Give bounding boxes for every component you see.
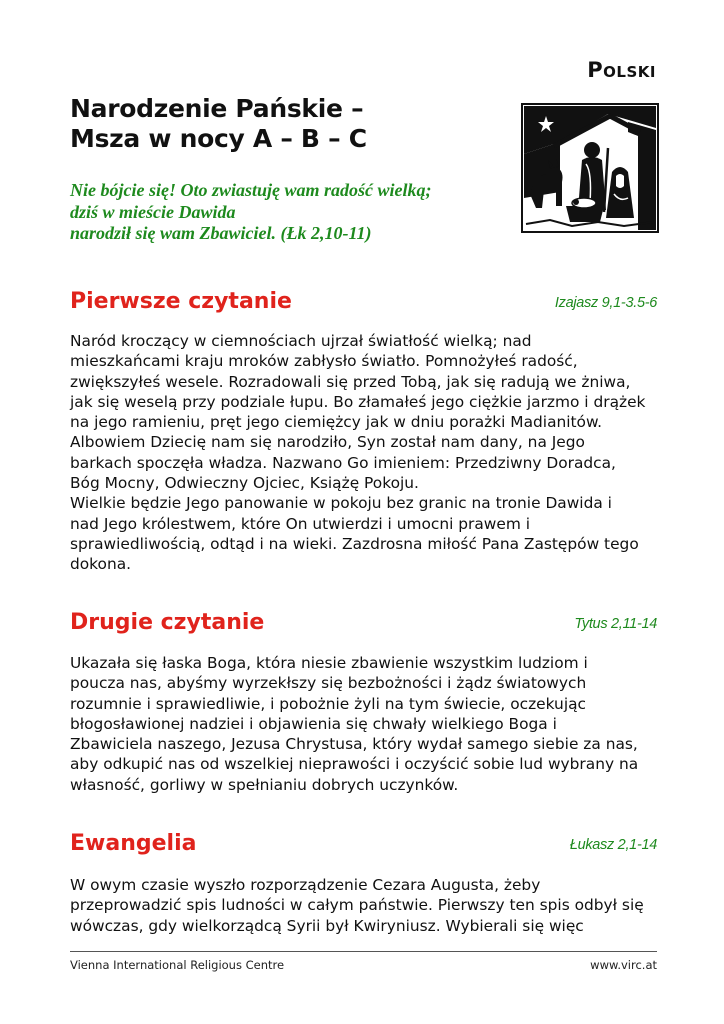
text-line: dokona. [70, 555, 132, 574]
text-line: przeprowadzić spis ludności w całym państwie. Pierwszy ten spis odbył się [70, 896, 644, 915]
footer-website-link[interactable]: www.virc.at [590, 958, 657, 972]
section-header [70, 831, 657, 861]
text-line: aby odkupić nas od wszelkiej nieprawości i oczyścić sobie lud wybrany na [70, 755, 639, 774]
text-line: jak się weselą przy podziale łupu. Bo złamałeś jego ciężkie jarzmo i drążek [70, 392, 646, 411]
text-line: Zbawiciela naszego, Jezusa Chrystusa, który wydał samego siebie za nas, [70, 735, 638, 754]
section-title: Ewangelia [70, 831, 197, 856]
text-line: na jego ramieniu, pręt jego ciemiężcy jak w dniu porażki Madianitów. [70, 413, 603, 432]
text-line: Albowiem Dziecię nam się narodziło, Syn został nam dany, na Jego [70, 433, 585, 452]
text-line: Bóg Mocny, Odwieczny Ojciec, Książę Pokoju. [70, 474, 419, 493]
page-title [70, 94, 490, 154]
section-reference: Tytus 2,11-14 [574, 616, 657, 632]
text-line: wówczas, gdy wielkorządcą Syrii był Kwiryniusz. Wybierali się więc [70, 916, 584, 935]
page-title-line: Narodzenie Pańskie – [70, 94, 364, 123]
text-line: zwiększyłeś wesele. Rozradowali się przed Tobą, jak się radują we żniwa, [70, 372, 631, 391]
text-line: nad Jego królestwem, które On utwierdzi i umocni prawem i [70, 514, 531, 533]
text-line: mieszkańcami kraju mroków zabłysło światło. Pomnożyłeś radość, [70, 352, 578, 371]
text-line: Naród kroczący w ciemnościach ujrzał światłość wielką; nad [70, 332, 532, 350]
section-reference: Łukasz 2,1-14 [569, 837, 657, 853]
text-line: Ukazała się łaska Boga, która niesie zbawienie wszystkim ludziom i [70, 654, 588, 672]
text-line: Wielkie będzie Jego panowanie w pokoju bez granic na tronie Dawida i [70, 494, 612, 513]
section-header [70, 610, 657, 640]
text-line: błogosławionej nadziei i objawienia się chwały wielkiego Boga i [70, 714, 557, 733]
reading-text [70, 653, 670, 795]
footer-organization: Vienna International Religious Centre [70, 958, 285, 972]
page-title-line: Msza w nocy A – B – C [70, 124, 367, 153]
language-label: Polski [587, 58, 656, 82]
text-line: W owym czasie wyszło rozporządzenie Cezara Augusta, żeby [70, 876, 541, 894]
reading-text [70, 331, 670, 575]
footer-divider [70, 951, 657, 952]
reading-text [70, 875, 670, 936]
acclamation-line: dziś w mieście Dawida [70, 201, 236, 222]
nativity-scene-illustration [520, 102, 660, 234]
gospel-acclamation [70, 180, 520, 245]
acclamation-line: Nie bójcie się! Oto zwiastuję wam radość wielką; [70, 180, 432, 200]
section-title: Drugie czytanie [70, 610, 265, 635]
section-title: Pierwsze czytanie [70, 289, 292, 314]
text-line: własność, gorliwy w spełnianiu dobrych uczynków. [70, 775, 459, 794]
text-line: sprawiedliwością, odtąd i na wieki. Zazdrosna miłość Pana Zastępów tego [70, 534, 639, 553]
section-header [70, 289, 657, 319]
text-line: barkach spoczęła władza. Nazwano Go imieniem: Przedziwny Doradca, [70, 453, 616, 472]
text-line: poucza nas, abyśmy wyrzekłszy się bezbożności i żądz światowych [70, 674, 587, 693]
section-reference: Izajasz 9,1-3.5-6 [554, 295, 657, 311]
text-line: rozumnie i sprawiedliwie, i pobożnie żyli na tym świecie, oczekując [70, 694, 586, 713]
acclamation-line: narodził się wam Zbawiciel. (Łk 2,10-11) [70, 223, 372, 243]
